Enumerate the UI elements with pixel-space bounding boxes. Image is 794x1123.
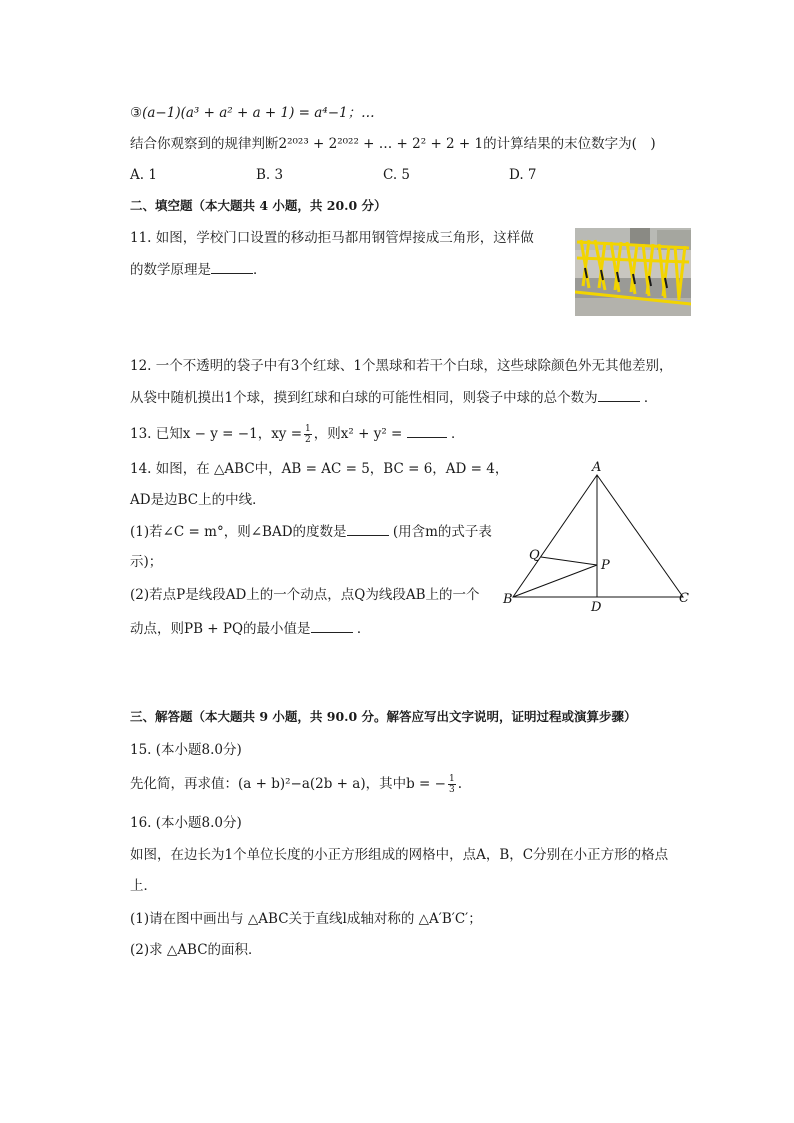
q14-line3 — [130, 521, 492, 542]
triangle-figure — [495, 455, 705, 619]
q13-line — [130, 423, 464, 445]
q13-answer-blank[interactable] — [407, 423, 447, 438]
section-2-title: 二、填空题（本大题共 4 小题，共 20.0 分） — [130, 198, 387, 213]
segment-qp — [541, 557, 597, 565]
q14-part1-blank[interactable] — [347, 521, 389, 536]
label-b: B — [503, 592, 513, 607]
q10-item3-expr: (a−1)(a³ + a² + a + 1) = a⁴−1；… — [142, 105, 375, 121]
q14-line4: 示)； — [130, 554, 163, 570]
q12-text: 从袋中随机摸出1个球，摸到红球和白球的可能性相同，则袋子中球的总个数为 — [130, 390, 598, 406]
q15-fraction — [448, 774, 456, 795]
q16-line3: (1)请在图中画出与 △ABC关于直线l成轴对称的 △A′B′C′； — [130, 911, 482, 927]
q15-body — [130, 774, 462, 795]
q16-line2: 上． — [130, 878, 157, 894]
q13-end: ． — [450, 426, 465, 442]
q13-frac-num: 1 — [305, 424, 311, 434]
label-c: C — [679, 591, 689, 606]
q15-prefix: 先化简，再求值：(a + b)²−a(2b + a)，其中b = − — [130, 776, 446, 792]
q13-prefix: 13. 已知x − y = −1，xy = — [130, 426, 303, 442]
q10-item3 — [130, 103, 375, 123]
label-p: P — [601, 558, 610, 573]
q10-prompt: 结合你观察到的规律判断2²⁰²³ + 2²⁰²² + … + 2² + 2 + 1的计算结果的末位数字为( ) — [130, 136, 656, 152]
label-q: Q — [529, 548, 540, 563]
segment-bp — [513, 565, 597, 597]
q14-line5: (2)若点P是线段AD上的一个动点，点Q为线段AB上的一个 — [130, 587, 480, 603]
q10-option-a: A. 1 — [130, 167, 157, 183]
q16-line4: (2)求 △ABC的面积． — [130, 942, 262, 958]
q12-end: ． — [643, 390, 658, 406]
q10-option-b: B. 3 — [256, 167, 284, 183]
q12-line1: 12. 一个不透明的袋子中有3个红球、1个黑球和若干个白球，这些球除颜色外无其他差别， — [130, 358, 673, 374]
q14-part2-blank[interactable] — [311, 618, 353, 633]
q16-header: 16. (本小题8.0分) — [130, 815, 242, 831]
q13-fraction — [304, 424, 312, 445]
q14-line1: 14. 如图，在 △ABC中，AB = AC = 5，BC = 6，AD = 4， — [130, 461, 509, 477]
triangle-abc — [513, 475, 683, 597]
q15-frac-num: 1 — [448, 774, 455, 784]
q11-end: ． — [253, 262, 267, 278]
q14-part2-text: 动点，则PB + PQ的最小值是 — [130, 621, 311, 637]
q15-header: 15. (本小题8.0分) — [130, 742, 242, 758]
q14-part1-text: (1)若∠C = m°，则∠BAD的度数是 — [130, 524, 347, 540]
barrier-photo — [575, 228, 691, 316]
q13-frac-den: 2 — [305, 435, 311, 445]
q14-line6 — [130, 618, 370, 639]
q11-answer-blank[interactable] — [211, 259, 253, 274]
label-a: A — [592, 460, 602, 475]
q10-option-d: D. 7 — [509, 167, 537, 183]
q10-option-c: C. 5 — [383, 167, 411, 183]
q14-line2: AD是边BC上的中线． — [130, 492, 266, 508]
q12-answer-blank[interactable] — [598, 387, 640, 402]
q11-line1: 11. 如图，学校门口设置的移动拒马都用钢管焊接成三角形，这样做 — [130, 230, 534, 246]
q14-end: ． — [356, 621, 371, 637]
q14-part1-text-b: (用含m的式子表 — [392, 524, 492, 540]
q10-item3-label: ③ — [130, 105, 143, 121]
q15-frac-den: 3 — [448, 785, 455, 795]
section-3-title: 三、解答题（本大题共 9 小题，共 90.0 分。解答应写出文字说明，证明过程或演算步骤） — [130, 709, 637, 724]
q12-line2 — [130, 387, 657, 408]
q15-end: . — [457, 776, 462, 792]
q11-line2 — [130, 259, 267, 280]
label-d: D — [591, 600, 602, 615]
q13-suffix: ，则x² + y² = — [313, 426, 403, 442]
q16-line1: 如图，在边长为1个单位长度的小正方形组成的网格中，点A，B，C分别在小正方形的格点 — [130, 847, 669, 863]
q11-text: 的数学原理是 — [130, 262, 211, 278]
